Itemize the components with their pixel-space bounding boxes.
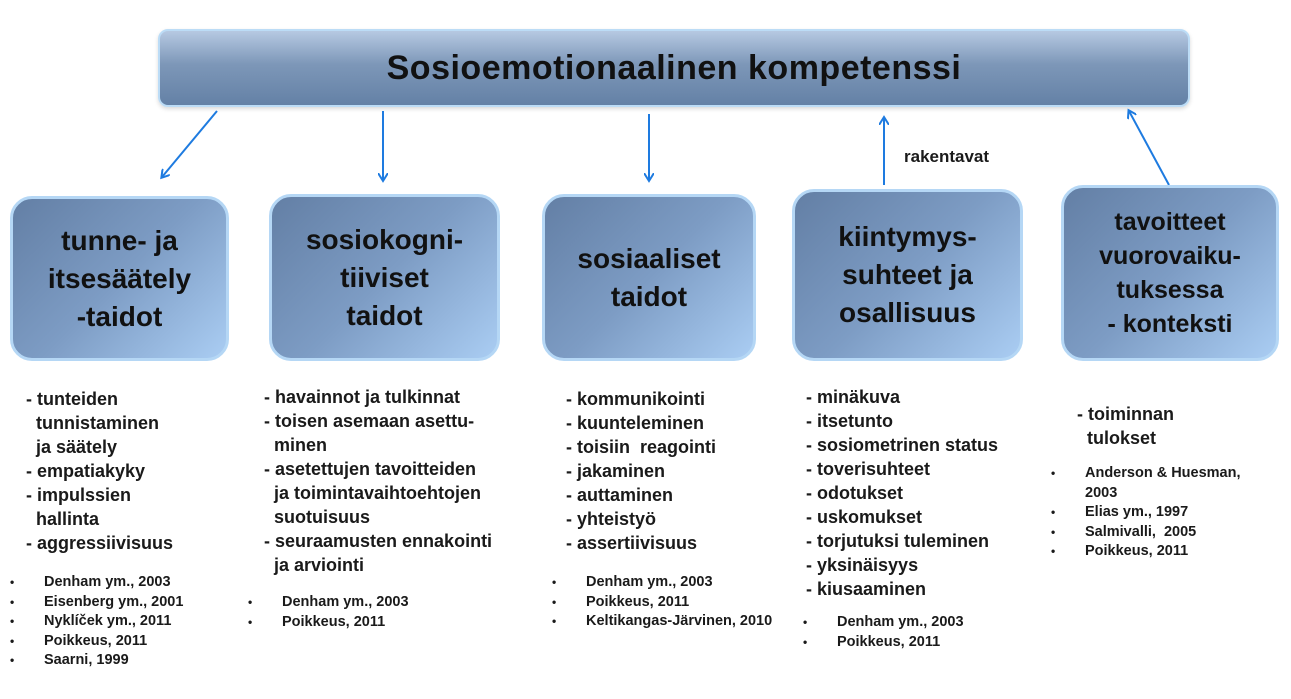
- category-box-2: [269, 194, 500, 361]
- list-item: - odotukset: [806, 483, 903, 503]
- category-box-1: [10, 196, 229, 361]
- list-item: - empatiakyky: [26, 461, 146, 481]
- category-label: sosiaaliset taidot: [577, 242, 721, 312]
- reference: • Nyklíček ym., 2011: [10, 612, 183, 632]
- list-item: - yksinäisyys: [806, 555, 919, 575]
- list-item: - yhteistyö: [566, 509, 657, 529]
- list-item: - auttaminen: [566, 485, 674, 505]
- list-item: minen: [264, 435, 328, 455]
- list-item: tunnistaminen: [26, 413, 160, 433]
- list-item: - havainnot ja tulkinnat: [264, 387, 461, 407]
- item-list-5: [1077, 402, 1174, 450]
- list-item: - toiminnan: [1077, 404, 1174, 424]
- list-item: ja toimintavaihtoehtojen: [264, 483, 482, 503]
- reference: • Anderson & Huesman, 2003: [1051, 464, 1241, 503]
- list-item: - toverisuhteet: [806, 459, 931, 479]
- list-item: - uskomukset: [806, 507, 923, 527]
- category-box-3: [542, 194, 756, 361]
- reference: • Elias ym., 1997: [1051, 503, 1241, 523]
- reference: • Poikkeus, 2011: [10, 632, 183, 652]
- item-list-3: [566, 387, 716, 555]
- item-list-2: [264, 385, 492, 577]
- reference: • Eisenberg ym., 2001: [10, 593, 183, 613]
- category-label: sosiokogni- tiiviset taidot: [305, 223, 464, 331]
- reference: • Poikkeus, 2011: [803, 633, 964, 653]
- reference: • Denham ym., 2003: [552, 573, 772, 593]
- list-item: suotuisuus: [264, 507, 371, 527]
- category-box-4: [792, 189, 1023, 361]
- reference: • Salmivalli, 2005: [1051, 523, 1241, 543]
- category-label: tavoitteet vuorovaiku- tuksessa - konteksti: [1099, 208, 1241, 338]
- list-item: - impulssien: [26, 485, 132, 505]
- category-label: kiintymys- suhteet ja osallisuus: [838, 221, 977, 328]
- reference: • Poikkeus, 2011: [248, 613, 409, 633]
- reference: • Denham ym., 2003: [248, 593, 409, 613]
- reference-list-5: [1051, 464, 1241, 562]
- reference-list-2: [248, 593, 409, 632]
- item-list-4: [806, 385, 998, 601]
- reference: • Denham ym., 2003: [803, 613, 964, 633]
- diagram-title: Sosioemotionaalinen kompetenssi: [386, 48, 962, 87]
- reference: • Saarni, 1999: [10, 651, 183, 671]
- reference: • Poikkeus, 2011: [1051, 542, 1241, 562]
- list-item: - kuunteleminen: [566, 413, 705, 433]
- reference-list-4: [803, 613, 964, 652]
- list-item: - toisiin reagointi: [566, 437, 717, 457]
- reference-list-1: [10, 573, 183, 671]
- arrow-from-box-5: [1129, 111, 1169, 185]
- list-item: - tunteiden: [26, 389, 118, 409]
- list-item: ja säätely: [26, 437, 118, 457]
- list-item: - aggressiivisuus: [26, 533, 174, 553]
- list-item: - minäkuva: [806, 387, 901, 407]
- list-item: - kiusaaminen: [806, 579, 927, 599]
- category-box-5: [1061, 185, 1279, 361]
- list-item: - kommunikointi: [566, 389, 705, 409]
- arrow-to-box-1: [162, 111, 217, 177]
- list-item: hallinta: [26, 509, 100, 529]
- list-item: - torjutuksi tuleminen: [806, 531, 990, 551]
- list-item: ja arviointi: [264, 555, 365, 575]
- list-item: - itsetunto: [806, 411, 893, 431]
- list-item: - seuraamusten ennakointi: [264, 531, 493, 551]
- list-item: - jakaminen: [566, 461, 666, 481]
- list-item: tulokset: [1077, 428, 1157, 448]
- category-label: tunne- ja itsesäätely -taidot: [47, 224, 192, 332]
- list-item: - toisen asemaan asettu-: [264, 411, 475, 431]
- item-list-1: [26, 387, 173, 555]
- reference: • Keltikangas-Järvinen, 2010: [552, 612, 772, 632]
- reference: • Denham ym., 2003: [10, 573, 183, 593]
- relation-label: rakentavat: [904, 147, 990, 166]
- list-item: - assertiivisuus: [566, 533, 698, 553]
- reference-list-3: [552, 573, 772, 632]
- reference: • Poikkeus, 2011: [552, 593, 772, 613]
- list-item: - asetettujen tavoitteiden: [264, 459, 477, 479]
- list-item: - sosiometrinen status: [806, 435, 999, 455]
